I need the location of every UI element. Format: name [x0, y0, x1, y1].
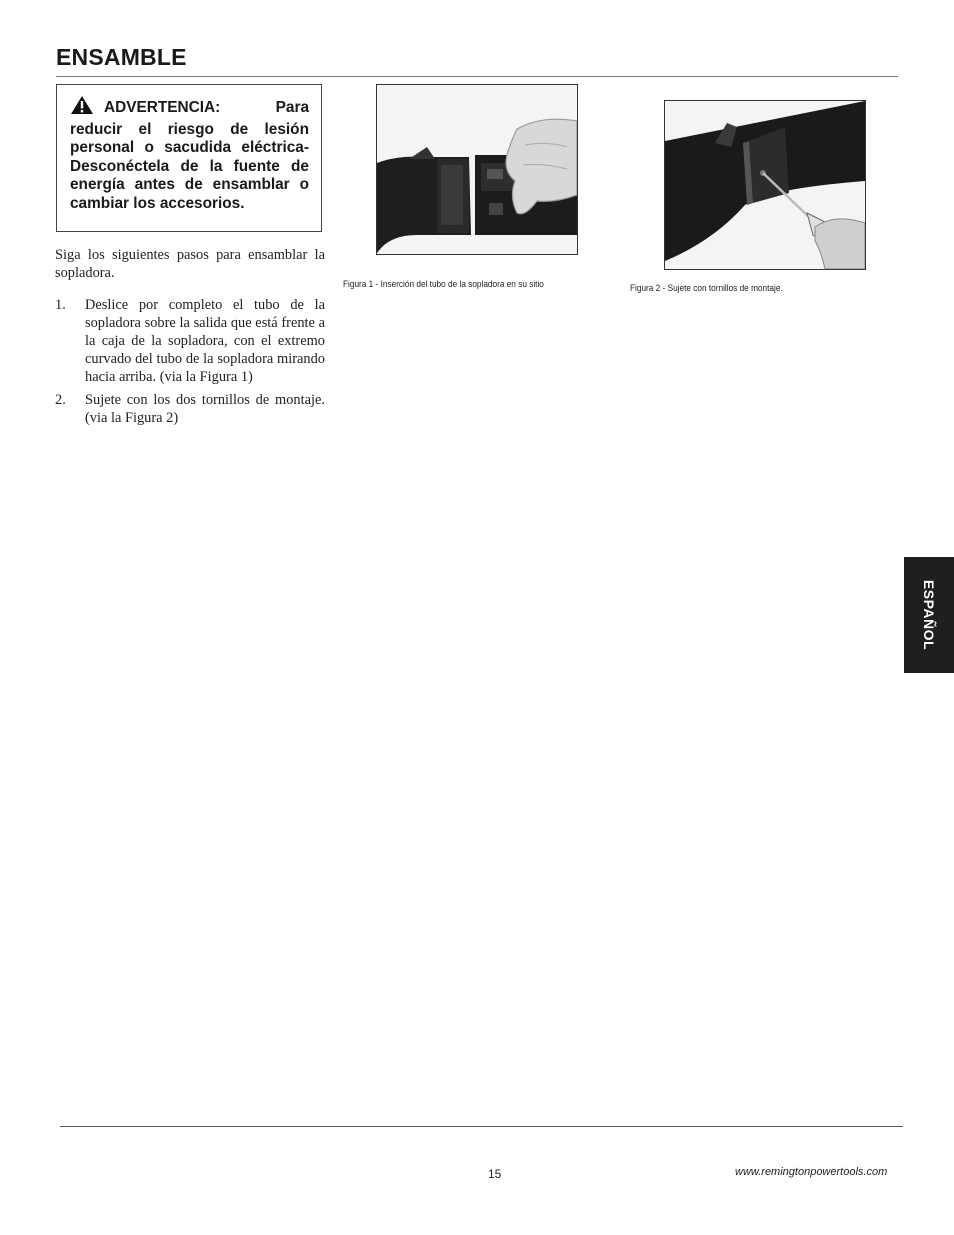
- list-item: [55, 391, 325, 427]
- warning-label: ADVERTENCIA:: [104, 99, 221, 116]
- language-side-tab: [904, 557, 954, 673]
- section-title: ENSAMBLE: [56, 44, 187, 70]
- step-number: 1.: [55, 297, 66, 313]
- warning-triangle-icon: [70, 95, 94, 121]
- figure-1-caption: Figura 1 - Inserción del tubo de la sopladora en su sitio: [343, 278, 544, 289]
- warning-text-block: [70, 95, 309, 213]
- figure-2-caption: Figura 2 - Sujete con tornillos de montaje.: [630, 282, 783, 293]
- step-text: Sujete con los dos tornillos de montaje. (via la Figura 2): [85, 392, 325, 426]
- warning-box: [56, 84, 322, 232]
- warning-message: Para reducir el riesgo de lesión personal o sacudida eléctrica- Desconéctela de la fuente de energía antes de ensamblar o cambiar los accesorios.: [70, 99, 309, 212]
- language-tab-label: ESPAÑOL: [921, 579, 937, 651]
- assembly-steps-list-continued: [55, 391, 325, 427]
- footer-divider: [60, 1126, 903, 1127]
- intro-paragraph: Siga los siguientes pasos para ensamblar la sopladora.: [55, 247, 325, 281]
- step-text: Deslice por completo el tubo de la sopladora sobre la salida que está frente a la caja de la sopladora, con el extremo curvado del tubo de la sopladora mirando hacia arriba. (via la Figura 1): [85, 297, 325, 385]
- figure-2-image: [664, 100, 866, 270]
- figure-1-image: [376, 84, 578, 255]
- page-number: 15: [488, 1167, 502, 1181]
- website-url: www.remingtonpowertools.com: [735, 1166, 888, 1178]
- step-number: 2.: [55, 392, 66, 408]
- assembly-steps-list: [55, 296, 325, 386]
- title-divider: [56, 76, 898, 77]
- list-item: [55, 296, 325, 386]
